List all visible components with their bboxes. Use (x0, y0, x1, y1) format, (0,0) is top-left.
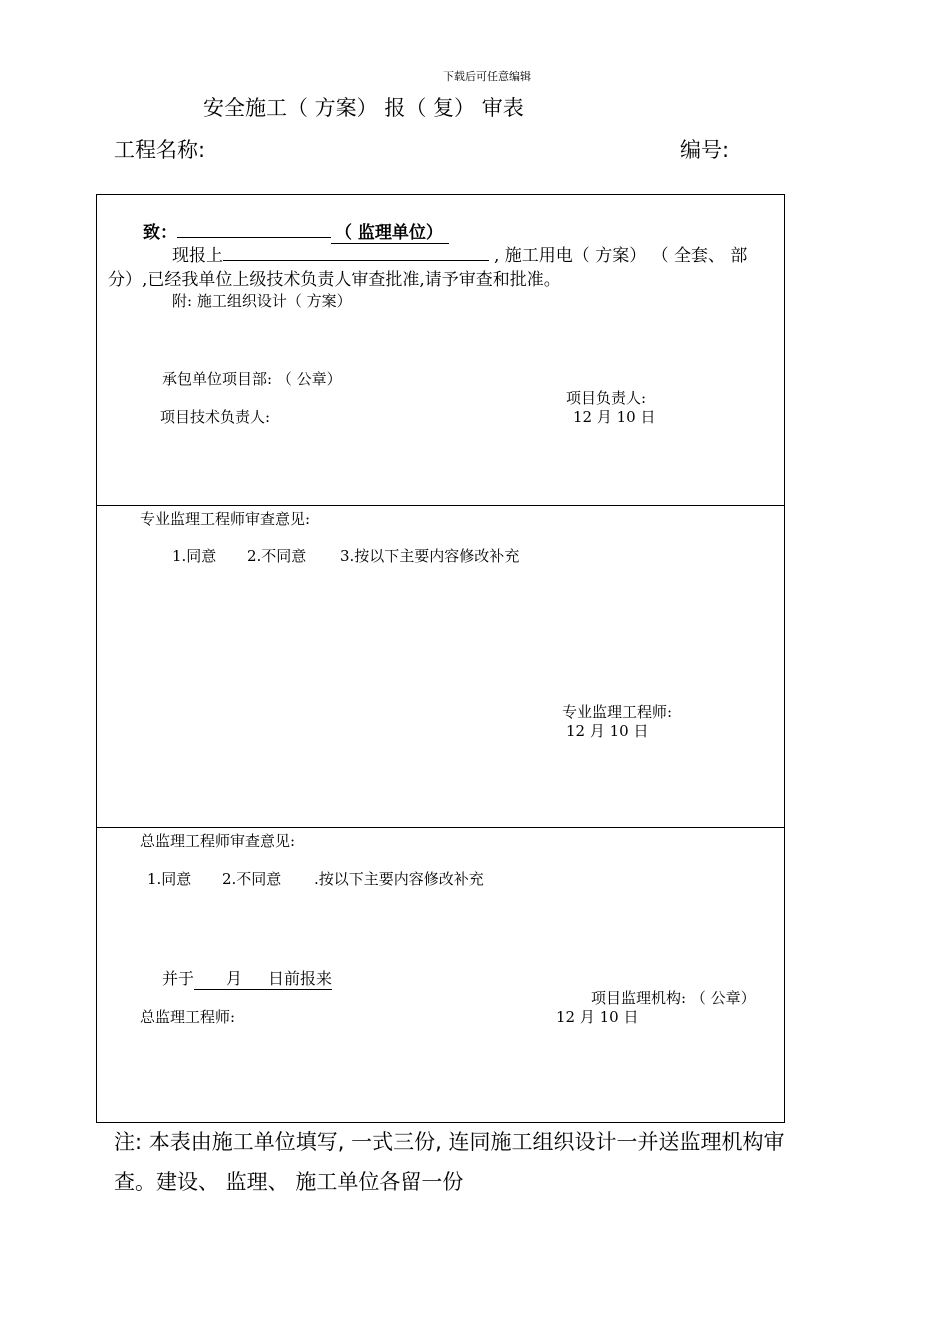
specialist-option-agree[interactable]: 1.同意 (172, 547, 217, 565)
tech-lead-label: 项目技术负责人: (160, 408, 271, 426)
report-suffix: , 施工用电（ 方案） （ 全套、 部 (494, 246, 748, 266)
contractor-dept-line: 承包单位项目部: （ 公章） (162, 370, 342, 388)
chief-option-revise[interactable]: .按以下主要内容修改补充 (314, 870, 484, 888)
specialist-opinion-heading: 专业监理工程师审查意见: (140, 510, 311, 528)
specialist-option-revise[interactable]: 3.按以下主要内容修改补充 (340, 547, 520, 565)
month-label: 月 (226, 969, 243, 988)
day-suffix: 日前报来 (268, 969, 333, 988)
supervisor-unit-label: （ 监理单位） (331, 218, 449, 244)
day-blank[interactable] (242, 970, 268, 984)
chief-option-disagree[interactable]: 2.不同意 (222, 870, 282, 888)
chief-opinion-heading: 总监理工程师审查意见: (140, 832, 296, 850)
form-title: 安全施工（ 方案） 报（ 复） 审表 (203, 96, 524, 120)
supervision-agency-label: 项目监理机构: （ 公章） (591, 989, 756, 1007)
report-line (172, 241, 489, 266)
section3-date: 12 月 10 日 (556, 1008, 639, 1026)
resubmit-date-field[interactable] (194, 966, 332, 990)
attachment-line: 附: 施工组织设计（ 方案） (172, 292, 352, 310)
specialist-signer-label: 专业监理工程师: (562, 703, 673, 721)
to-label: 致： (143, 223, 177, 243)
specialist-option-disagree[interactable]: 2.不同意 (247, 547, 307, 565)
chief-engineer-label: 总监理工程师: (140, 1008, 236, 1026)
section2-date: 12 月 10 日 (566, 722, 649, 740)
project-name-label: 工程名称: (114, 138, 206, 162)
serial-number-label: 编号: (680, 138, 730, 162)
resubmit-prefix: 并于 (162, 969, 195, 988)
addressee-blank[interactable] (177, 222, 331, 238)
footnote-line-1: 注: 本表由施工单位填写, 一式三份, 连同施工组织设计一并送监理机构审 (114, 1130, 785, 1154)
section1-date: 12 月 10 日 (573, 408, 656, 426)
section-divider-2 (97, 827, 784, 828)
chief-option-agree[interactable]: 1.同意 (147, 870, 192, 888)
section-divider-1 (97, 505, 784, 506)
download-note: 下载后可任意编辑 (443, 70, 531, 83)
report-project-blank[interactable] (223, 246, 489, 261)
month-blank[interactable] (194, 970, 226, 984)
footnote-line-2: 查。建设、 监理、 施工单位各留一份 (114, 1170, 464, 1194)
report-continued: 分）,已经我单位上级技术负责人审查批准,请予审查和批准。 (108, 270, 561, 290)
resubmit-deadline-line (162, 966, 332, 990)
project-manager-label: 项目负责人: (566, 389, 647, 407)
report-prefix: 现报上 (172, 246, 223, 266)
